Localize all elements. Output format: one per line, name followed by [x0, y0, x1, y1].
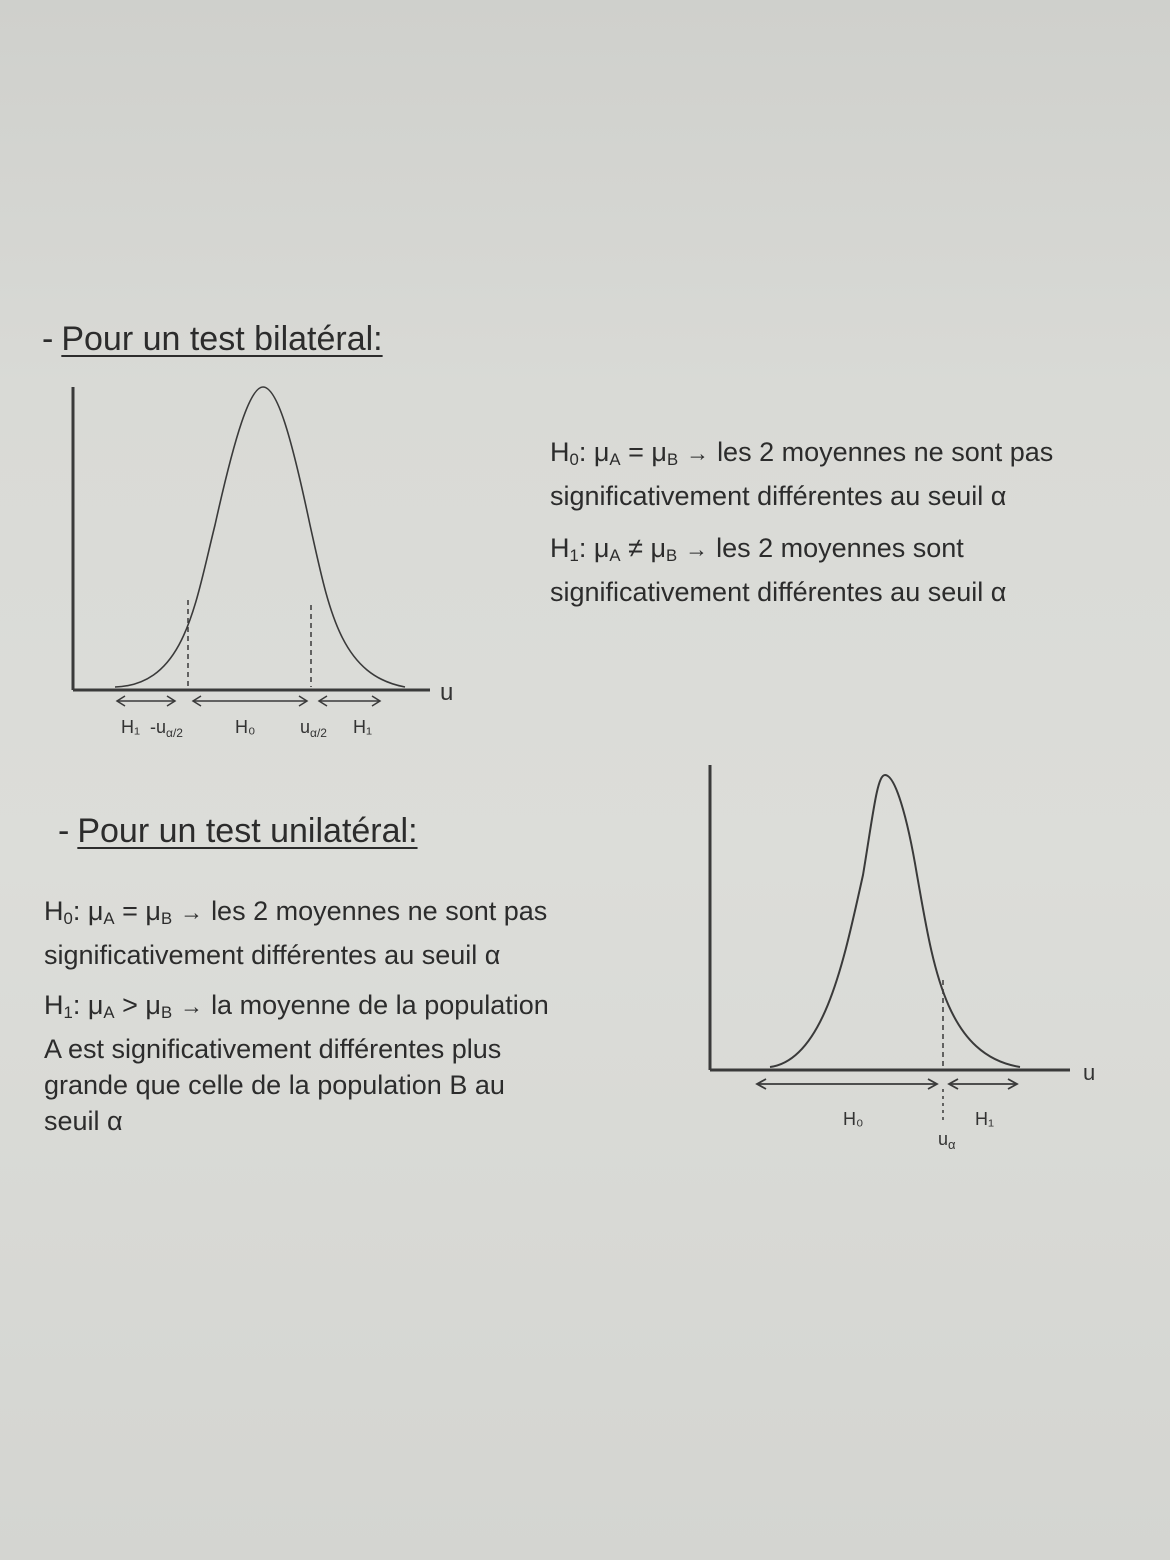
bilateral-label-h1-left: H₁: [121, 717, 141, 737]
bilateral-heading-text: Pour un test bilatéral:: [61, 320, 383, 358]
unilateral-label-h1: H₁: [975, 1109, 995, 1129]
bilateral-arrow-left-reject: [117, 696, 175, 706]
bilateral-label-neg-u: $-u_{\alpha/2}$: [150, 717, 183, 740]
unilateral-h1-line3: grande que celle de la population B au: [44, 1070, 505, 1101]
unilateral-heading: [58, 812, 418, 851]
unilateral-h1-line4: seuil α: [44, 1106, 123, 1137]
bilateral-h1-line2: significativement différentes au seuil α: [550, 577, 1007, 608]
bilateral-h1-line1: $H_1$: $\mu_A \ne \mu_B$ → les 2 moyennes sont: [550, 533, 964, 566]
bilateral-arrow-right-reject: [319, 696, 380, 706]
bilateral-h0-block: [550, 434, 1053, 514]
bilateral-graph: [55, 375, 515, 755]
unilateral-heading-text: Pour un test unilatéral:: [77, 812, 418, 850]
bilateral-label-h0: H₀: [235, 717, 256, 737]
bilateral-heading-dash: -: [42, 320, 54, 358]
bilateral-axis-label: u: [440, 679, 454, 706]
unilateral-graph: [695, 755, 1125, 1175]
bilateral-label-h1-right: H₁: [353, 717, 373, 737]
bilateral-heading: [42, 320, 383, 359]
bilateral-arrow-accept: [193, 696, 307, 706]
unilateral-h0-line2: significativement différentes au seuil α: [44, 940, 501, 971]
bilateral-label-pos-u: $u_{\alpha/2}$: [300, 717, 327, 740]
bilateral-bell-curve: [115, 387, 405, 687]
bilateral-h0-line1: $H_0$: $\mu_A = \mu_B$ → les 2 moyennes ne sont pas: [550, 437, 1054, 470]
unilateral-h1-line2: A est significativement différentes plus: [44, 1034, 502, 1065]
unilateral-h0-block: [44, 893, 547, 973]
bilateral-h0-line2: significativement différentes au seuil α: [550, 481, 1007, 512]
unilateral-h1-block: [44, 987, 549, 1139]
unilateral-heading-dash: -: [58, 812, 70, 850]
unilateral-bell-curve: [770, 775, 1020, 1067]
unilateral-h0-line1: $H_0$: $\mu_A = \mu_B$ → les 2 moyennes ne sont pas: [44, 896, 548, 929]
unilateral-label-h0: H₀: [843, 1109, 864, 1129]
unilateral-label-u: $u_\alpha$: [938, 1129, 956, 1152]
unilateral-axis-label: u: [1083, 1060, 1096, 1085]
unilateral-arrow-reject: [949, 1079, 1017, 1089]
unilateral-arrow-accept: [757, 1079, 937, 1089]
bilateral-h1-block: [550, 530, 1006, 610]
unilateral-h1-line1: $H_1$: $\mu_A > \mu_B$ → la moyenne de la population: [44, 990, 549, 1023]
